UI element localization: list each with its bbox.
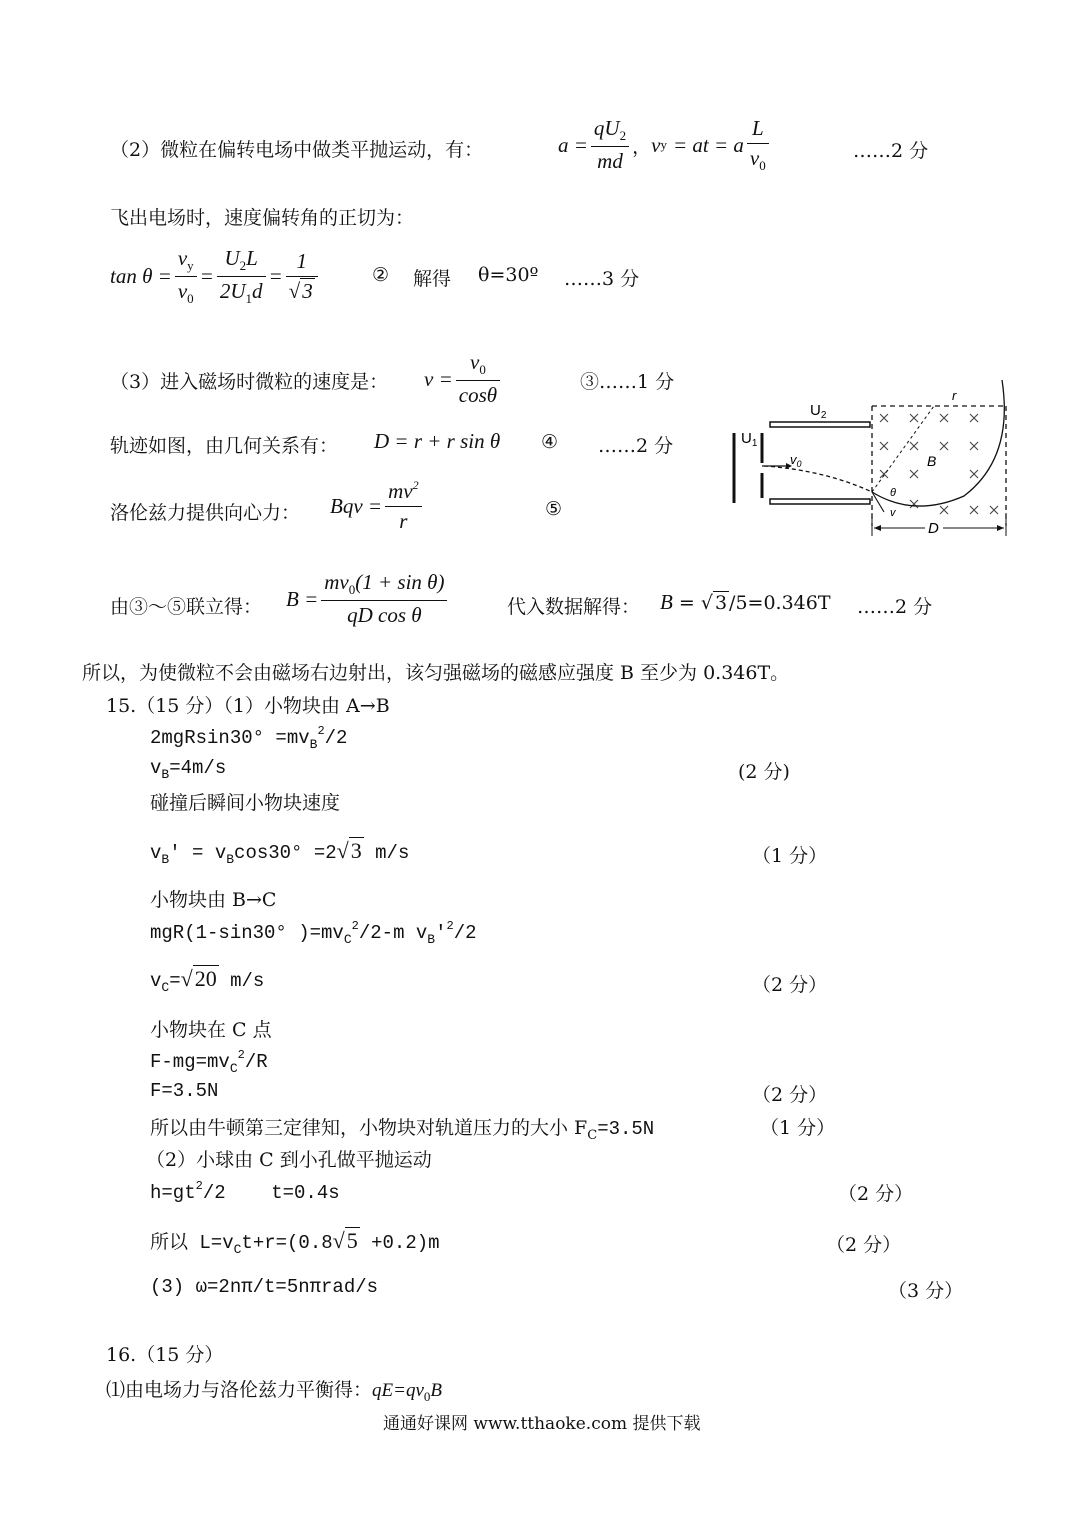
q15-line-4: $v_B' = v_B\cos 30^\circ =2√3$ m/s [150,838,410,867]
combine-score: ……2 分 [857,596,933,618]
r-label: r [952,388,957,403]
accel-fraction: $\frac{qU_2}{md}$ [591,116,629,174]
u2-label: $U_2$ [810,402,827,421]
vy-fraction: $\frac{L}{v_0}$ [747,116,769,174]
substitute-text: 代入数据解得： [507,596,641,618]
q15-line-6: mgR(1-sin30° )$=mv_C^2/2-m$ $v_B'^2/2$ [150,919,477,947]
lorentz-fraction: $\frac{mv^2}{r}$ [385,478,422,534]
traj-score: ……2 分 [598,435,674,457]
accel-lhs: a = [558,132,588,157]
v-label: v [890,507,896,519]
lorentz-text: 洛伦兹力提供向心力： [110,502,301,524]
q15-line-15-score: （3 分） [888,1280,964,1302]
q15-line-12: （2）小球由 C 到小孔做平抛运动 [146,1149,432,1171]
u2-bottom-plate [770,499,870,504]
traj-text: 轨迹如图，由几何关系有： [110,435,339,457]
q15-line-13: $h=gt^2/2$ t=0.4s [150,1179,340,1204]
q15-line-14: 所以 $L=v_Ct+r=(0.8√5 +0.2)m$ [150,1228,440,1257]
q15-line-2-score: (2 分) [738,761,790,783]
q15-line-15: (3) ω=2nπ/t=5nπrad/s [150,1276,379,1298]
footer-text: 通通好课网 www.tthaoke.com 提供下载 [383,1414,701,1434]
q16-title: 16.（15 分） [106,1344,224,1366]
part2-text: （2）微粒在偏转电场中做类平抛运动，有： [110,138,484,161]
q15-line-10: F=3.5N [150,1080,219,1102]
traj-marker: ④ [541,431,559,453]
tan-fraction-2: $\frac{U_2L}{2U_1d}$ [217,246,266,307]
q15-line-3: 碰撞后瞬间小物块速度 [150,792,341,814]
q15-line-14-score: （2 分） [826,1234,902,1256]
part3-score: ③……1 分 [580,371,675,393]
lorentz-formula: Bqv = $\frac{mv^2}{r}$ [330,478,425,534]
conclusion-text: 所以，为使微粒不会由磁场右边射出，该匀强磁场的磁感应强度 B 至少为 0.346T。 [82,662,790,684]
q15-title: 15.（15 分）（1）小物块由 A→B [106,695,390,717]
b-fraction: $\frac{mv_0(1 + \sin \theta)}{\text{qD cos θ}}$ [321,570,447,628]
u2-top-plate [770,422,870,427]
part2-formula: a = $\frac{qU_2}{md}$ ， v y = at = a $\frac{L}{v_0}$ [558,116,772,174]
q15-line-9: $F-mg=mv_C^2/R$ [150,1048,268,1076]
velocity-fraction: $\frac{v_0}{\cos\theta}$ [456,350,500,408]
q15-line-5: 小物块由 B→C [150,889,277,911]
b-label: B [927,453,937,469]
part2-line [110,118,483,178]
q15-line-13-score: （2 分） [838,1183,914,1205]
u1-label: $U_1$ [741,430,758,449]
q15-line-2: $v_B=4m/s$ [150,757,227,782]
q15-line-11-score: （1 分） [760,1117,836,1139]
tan-fraction-3: $\frac{1}{√3}$ [286,249,318,304]
combine-text: 由③～⑤联立得： [110,596,263,618]
lorentz-marker: ⑤ [545,498,563,520]
q15-line-10-score: （2 分） [752,1084,828,1106]
part3-text: （3）进入磁场时微粒的速度是： [110,371,389,393]
q16-line-1: ⑴由电场力与洛伦兹力平衡得：$qE=qv_0B$ [106,1379,442,1404]
q15-line-1: $2mgRsin30^\circ =mv_B^2/2$ [150,724,348,752]
vy-expression: = at = a [672,132,744,157]
theta-label: θ [890,487,896,499]
tan-solve: 解得 [413,268,452,290]
traj-formula: D = r + r sin θ [374,429,501,453]
trajectory-deflection [764,466,872,492]
field-crosses [880,414,998,514]
combine-formula: B = $\frac{mv_0(1 + \sin \theta)}{\text{qD cos θ}}$ [286,570,450,628]
b-result: B = √ 3 /5=0.346T [660,590,831,614]
tan-score: ……3 分 [564,268,640,290]
d-label: D [928,520,939,537]
part3-formula: v = $\frac{v_0}{\cos\theta}$ [424,350,503,408]
tan-formula: tan θ = $\frac{v_y}{v_0}$ = $\frac{U_2L}{2U_1d}$ = $\frac{1}{√3}$ [110,246,321,307]
v0-label: $v_0$ [790,452,802,469]
q15-line-11: 所以由牛顿第三定律知，小物块对轨道压力的大小 $F_C=3.5N$ [150,1117,655,1143]
tan-fraction-1: $\frac{v_y}{v_0}$ [175,246,197,307]
q15-line-7-score: （2 分） [752,974,828,996]
magnetic-field-diagram [724,378,1014,543]
part2-score: ……2 分 [853,140,929,162]
tan-marker: ② [372,264,390,286]
tan-result: θ=30º [478,264,539,286]
q15-line-4-score: （1 分） [752,845,828,867]
exit-text: 飞出电场时，速度偏转角的正切为： [110,207,415,229]
q15-line-8: 小物块在 C 点 [150,1019,272,1041]
q15-line-7: $v_C=√20$ m/s [150,966,265,995]
